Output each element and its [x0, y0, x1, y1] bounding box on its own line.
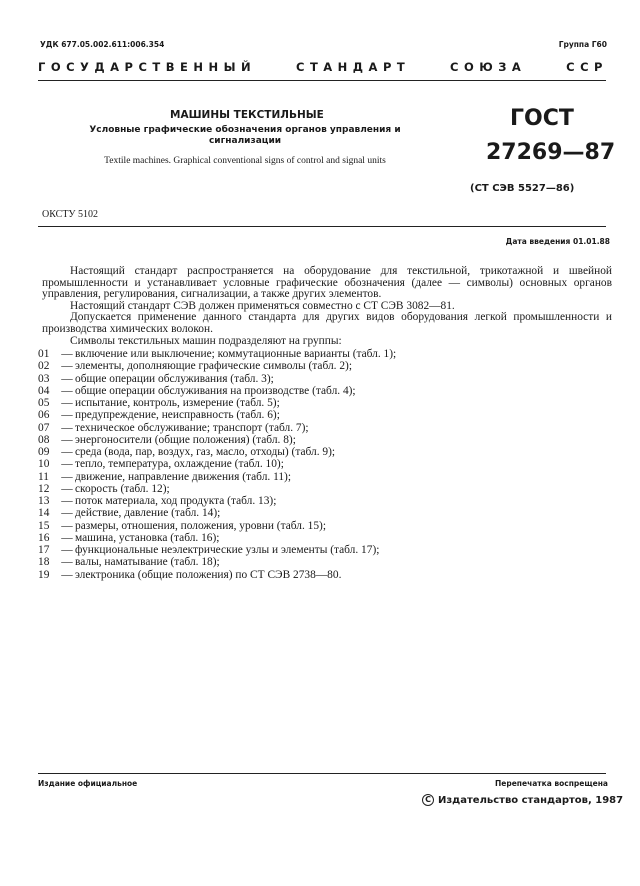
group-code: 11: [38, 470, 49, 483]
group-code: 19: [38, 568, 50, 581]
gost-number: 27269—87: [486, 140, 616, 165]
list-item: 12 — скорость (табл. 12);: [38, 482, 170, 495]
group-code: 07: [38, 421, 50, 434]
group-code: 16: [38, 531, 50, 544]
group-code: 06: [38, 409, 50, 422]
group-text: машина, установка (табл. 16);: [75, 531, 220, 544]
group-text: функциональные неэлектрические узлы и элементы (табл. 17);: [75, 544, 380, 556]
group-text: предупреждение, неисправность (табл. 6);: [75, 409, 280, 422]
group-text: включение или выключение; коммутационные варианты (табл. 1);: [75, 348, 397, 360]
paragraph: Допускается применение данного стандарта для других видов оборудования легкой промышленности и производства химических волокон.: [42, 311, 612, 335]
group-text: размеры, отношения, положения, уровни (табл. 15);: [75, 519, 327, 532]
okstu-code: ОКСТУ 5102: [42, 209, 99, 220]
top-divider: [38, 80, 606, 81]
group-code: 12: [38, 482, 50, 495]
paragraph: Настоящий стандарт СЭВ должен применяться совместно с СТ СЭВ 3082—81.: [70, 299, 455, 312]
paragraph: Настоящий стандарт распространяется на оборудование для текстильной, трикотажной и швейной промышленности и устанавливает условные графические обозначения (далее — символы) основных органов управления, регулирования, сигнализации, а также других элементов.: [42, 265, 612, 301]
middle-divider: [38, 226, 606, 227]
group-text: движение, направление движения (табл. 11);: [75, 470, 292, 483]
gost-label: ГОСТ: [510, 106, 574, 131]
list-item: 03 — общие операции обслуживания (табл. 3);: [38, 372, 274, 385]
document-subtitle-ru: Условные графические обозначения органов управления и сигнализации: [89, 125, 401, 146]
body-text: [42, 266, 612, 347]
banner-word: ГОСУДАРСТВЕННЫЙ: [38, 60, 257, 74]
group-code: 08: [38, 433, 50, 446]
list-item: 01 — включение или выключение; коммутационные варианты (табл. 1);: [38, 348, 397, 360]
udk-code: УДК 677.05.002.611:006.354: [40, 40, 165, 49]
group-text: энергоносители (общие положения) (табл. 8);: [75, 433, 296, 446]
classification-group: Группа Г60: [558, 40, 607, 49]
state-standard-banner: [38, 60, 608, 74]
list-item: 13 — поток материала, ход продукта (табл. 13);: [38, 495, 277, 507]
group-code: 18: [38, 556, 50, 569]
list-item: 14 — действие, давление (табл. 14);: [38, 507, 221, 520]
banner-word: ССР: [566, 60, 608, 74]
list-item: 15 — размеры, отношения, положения, уровни (табл. 15);: [38, 519, 327, 532]
list-item: 16 — машина, установка (табл. 16);: [38, 531, 220, 544]
official-edition: Издание официальное: [38, 779, 138, 788]
list-item: 17 — функциональные неэлектрические узлы и элементы (табл. 17);: [38, 544, 380, 556]
list-item: 08 — энергоносители (общие положения) (табл. 8);: [38, 433, 296, 446]
group-code: 03: [38, 372, 50, 385]
group-text: поток материала, ход продукта (табл. 13);: [75, 495, 277, 507]
list-item: 19 — электроника (общие положения) по СТ СЭВ 2738—80.: [38, 568, 342, 581]
group-code: 17: [38, 544, 50, 556]
group-code: 10: [38, 458, 50, 471]
banner-word: СОЮЗА: [450, 60, 527, 74]
group-code: 13: [38, 495, 50, 507]
banner-word: СТАНДАРТ: [296, 60, 411, 74]
group-text: валы, наматывание (табл. 18);: [75, 556, 220, 569]
group-code: 04: [38, 384, 50, 397]
list-item: 10 — тепло, температура, охлаждение (табл. 10);: [38, 458, 284, 471]
list-item: 04 — общие операции обслуживания на производстве (табл. 4);: [38, 384, 356, 397]
group-text: техническое обслуживание; транспорт (табл. 7);: [75, 421, 309, 434]
group-text: тепло, температура, охлаждение (табл. 10);: [75, 458, 284, 471]
group-code: 14: [38, 507, 50, 520]
group-text: электроника (общие положения) по СТ СЭВ 2738—80.: [75, 568, 342, 581]
group-text: элементы, дополняющие графические символы (табл. 2);: [75, 360, 352, 373]
list-item: 18 — валы, наматывание (табл. 18);: [38, 556, 220, 569]
group-text: действие, давление (табл. 14);: [75, 507, 221, 520]
group-code: 02: [38, 360, 50, 373]
list-item: 05 — испытание, контроль, измерение (табл. 5);: [38, 397, 280, 409]
copyright-icon: C: [422, 794, 434, 806]
group-code: 09: [38, 446, 50, 458]
list-item: 06 — предупреждение, неисправность (табл. 6);: [38, 409, 280, 422]
document-title-en: Textile machines. Graphical conventional signs of control and signal units: [104, 156, 386, 166]
group-text: общие операции обслуживания на производстве (табл. 4);: [75, 384, 356, 397]
effective-date: Дата введения 01.01.88: [505, 237, 610, 246]
list-item: 02 — элементы, дополняющие графические символы (табл. 2);: [38, 360, 352, 373]
paragraph: Символы текстильных машин подразделяют на группы:: [70, 334, 342, 347]
group-code: 05: [38, 397, 50, 409]
group-text: общие операции обслуживания (табл. 3);: [75, 372, 274, 385]
cmea-reference: (СТ СЭВ 5527—86): [470, 183, 575, 194]
group-code: 15: [38, 519, 50, 532]
list-item: 09 — среда (вода, пар, воздух, газ, масло, отходы) (табл. 9);: [38, 446, 336, 458]
bottom-divider: [38, 773, 606, 774]
group-code: 01: [38, 348, 50, 360]
document-title-ru: МАШИНЫ ТЕКСТИЛЬНЫЕ: [170, 109, 324, 121]
group-text: скорость (табл. 12);: [75, 482, 170, 495]
group-text: испытание, контроль, измерение (табл. 5);: [75, 397, 280, 409]
publisher-text: Издательство стандартов, 1987: [438, 794, 624, 806]
publisher-line: [422, 794, 623, 806]
symbol-groups-list: [38, 348, 608, 581]
group-text: среда (вода, пар, воздух, газ, масло, отходы) (табл. 9);: [75, 446, 336, 458]
list-item: 07 — техническое обслуживание; транспорт (табл. 7);: [38, 421, 309, 434]
list-item: 11 — движение, направление движения (табл. 11);: [38, 470, 292, 483]
reprint-prohibited: Перепечатка воспрещена: [494, 779, 608, 788]
